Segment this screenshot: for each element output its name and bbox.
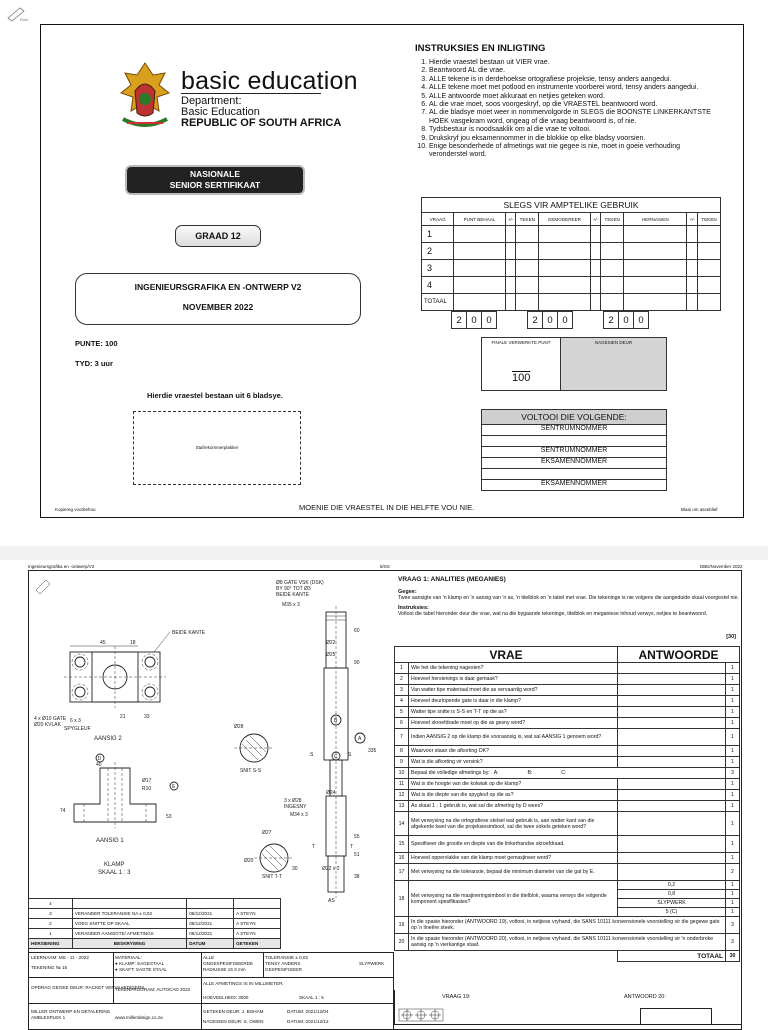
svg-text:SNIT S-S: SNIT S-S <box>240 768 262 774</box>
svg-text:Ø22 x 2: Ø22 x 2 <box>322 866 340 872</box>
svg-text:38: 38 <box>354 874 360 880</box>
svg-text:33: 33 <box>144 714 150 720</box>
svg-text:Ø8 GATE VSK (DSK): Ø8 GATE VSK (DSK) <box>276 580 324 586</box>
svg-text:40: 40 <box>96 762 102 768</box>
svg-text:Ø25: Ø25 <box>326 652 336 658</box>
klamp-scale: SKAAL 1 : 3 <box>98 870 131 876</box>
svg-text:6 x 3: 6 x 3 <box>70 718 81 724</box>
svg-text:BY 90° TOT Ø3: BY 90° TOT Ø3 <box>276 586 311 592</box>
svg-text:Ø17: Ø17 <box>142 778 152 784</box>
question-1: VRAAG 1: ANALITIES (MEGANIES) Gegee: Twee aansigte van 'n klamp en 'n aansig van 'n as, 'n titelblok en 'n tabel met vrae. Die tekeninge is nie volgens die aangeduide skaal voorgestel nie. Instruksies: Voltooi die tabel hieronder deur die vrae, wat na die bygaande tekeninge, titelblok en meganiese inhoud verwys, netjies te beantwoord. [30] <box>398 576 739 640</box>
svg-text:S: S <box>348 752 352 758</box>
svg-text:Ø27: Ø27 <box>262 830 272 836</box>
question-table: VRAE ANTWOORDE 1 Wie het die tekening nagesien? 1 2 Hoeveel hersienings is daar gemaak? 1 3 Van watter tipe materiaal moet die as vervaardig word? 1 4 Hoeveel deurlopende gate is daar in die klamp? 1 5 Watter tipe snitte is S-S en T-T op die as? 1 6 Hoeveel skroefdrade moet op die as gesny word? 1 7 Indien AANSIG 2 op die klamp die vooraansig is, wat sal AANSIG 1 genoem word? 1 8 Waarvoor staan die afkorting OK? 1 9 Wat is die afkorting vir versink? 1 10 Bepaal die volledige afmetings by: A: B: C: 3 11 Wat is die hoogte van die kolwiak op die klamp? 1 12 Wat is die diepte van die spygleuf op die as? 1 13 As skaal 1 : 1 gebruik is, wat sal die afmeting by D wees? 1 14 Met verwysing na die ortografiese stelsel wat gebruik is, aan watter kant van die afgekerde kwel van die projeksiesimbool, sal die twee sirkels geteken word? 1 15 Spesifiseer die grootte en diepte van die linkerhandse skroefdraad. 1 16 Hoeveel oppervlakke van die klamp moet gemasjineer word? 1 17 Met verwysing na die toleransie, bepaal die minimum diameter van die gat by E. 2 18 Met verwysing na die masjineringsimbool in die titelblok, waarna verwys die volgende komponent spesifikasies? 0,2 1 0,8 1 SLYPWERK 1 5 (C) 1 19 In die spasie hieronder (ANTWOORD 19), voltooi, in netjiese vryhand, die SANS 10111 konvensionele voorstelling vir die gegewe gate op 'n lineêre steek. 3 20 In die spasie hieronder (ANTWOORD 20), voltooi, in netjiese vryhand, die SANS 10111 konvensionele voorstelling vir 'n onderbroke aansig op 'n vierkantige staaf. 3 TOTAAL 30 <box>394 646 740 962</box>
svg-text:BEIDE KANTE: BEIDE KANTE <box>172 630 206 636</box>
svg-text:R10: R10 <box>142 786 152 792</box>
svg-text:74: 74 <box>60 808 66 814</box>
svg-text:A: A <box>358 736 362 742</box>
page2-header-left: Ingenieursgrafika en -ontwerp/V2 <box>28 564 95 569</box>
logo-rule <box>181 93 321 94</box>
svg-text:AS: AS <box>328 898 335 904</box>
svg-text:Rule: Rule <box>20 17 29 22</box>
svg-text:45: 45 <box>100 640 106 646</box>
svg-text:S: S <box>310 752 314 758</box>
title-block: LEERNAAM: MS - 11 - 2022 TEKENING № 15 MATERIAAL: ● KLAMP: SAGESTAAL ● SKAFT: SAGTE STAAL ALLE ONGESPESIFISEERDE RADIUSSE 15 3 mm TOLERANSIE ± 0,02 TENSY ANDERS GESPESIFISEER SLYPWERK OPDRAG GEGEE DEUR: RACKET VERVAARDIGERS TEKENPROGRAM: AUTOCAD 2022 ALLE AFMETINGS IS IN MILLIMETER. HOEVEELHEID: 3000 SKAAL 1 : 5 MILLER ONTWERP EN DETALERING AMBLESPLEK 1 www.millerdesign.co.za GETEKEN DEUR: J. BOHAM NAGESIEN DEUR: S. OWEN DATUM: 2021/12/04 DATUM: 2021/12/12 <box>28 952 394 1030</box>
svg-text:4 x Ø10 GATE: 4 x Ø10 GATE <box>34 716 67 722</box>
logo-title: basic education <box>181 67 358 95</box>
question-title: VRAAG 1: ANALITIES (MEGANIES) <box>398 576 506 583</box>
footer-left: Kopiereg voorbehou <box>55 507 96 512</box>
marks-label: PUNTE: 100 <box>75 339 118 348</box>
coat-of-arms-icon <box>113 57 177 137</box>
svg-text:M34 x 3: M34 x 3 <box>290 812 308 818</box>
hole-4 <box>145 687 155 697</box>
svg-text:T: T <box>350 844 354 850</box>
answer20-label: ANTWOORD 20: <box>624 994 666 1000</box>
svg-text:55: 55 <box>354 834 360 840</box>
svg-text:T: T <box>312 844 316 850</box>
svg-text:Ø24: Ø24 <box>326 790 336 796</box>
svg-text:18: 18 <box>130 640 136 646</box>
svg-text:C: C <box>334 754 338 760</box>
hole-1 <box>75 657 85 667</box>
official-use-title: SLEGS VIR AMPTELIKE GEBRUIK <box>421 197 721 212</box>
pencil-icon <box>6 6 32 22</box>
complete-following-box: VOLTOOI DIE VOLGENDE: SENTRUMNOMMER SENTRUMNOMMER EKSAMENNOMMER EKSAMENNOMMER <box>481 409 667 491</box>
official-use-table: SLEGS VIR AMPTELIKE GEBRUIK VRAAG PUNT BEHAAL +/- TEKEN GEMODEREER +/- TEKEN HERNASIEN +/- TEKEN 1 2 3 4 TOTAAL 2 0 0 2 0 0 2 0 0 <box>421 197 721 329</box>
svg-text:51: 51 <box>354 852 360 858</box>
instructions: INSTRUKSIES EN INLIGTING 1. Hierdie vraestel bestaan uit VIER vrae. 2. Beantwoord AL die vrae. 3. ALLE tekene is in derdehoekse ortografiese projeksie, tensy anders aangedui. 4. ALLE tekene moet met potlood en instrumente voorberei word, tensy anders aangedui. 5. ALLE antwoorde moet akkuraat en netjies geteken word. 6. AL die vrae moet, soos voorgeskryf, op die VRAESTEL beantwoord word. 7. AL die bladsye moet weer in nommervolgorde in SLEGS die BOONSTE LINKERKANTSTE HOEK vasgekram word, ongeag of die vraag beantwoord is, of nie. 8. Tydsbestuur is noodsaaklik om al die vrae te voltooi. 9. Drukskryf jou eksamennommer in die blokkie op elke bladsy voorsien. 10. Enige besonderhede of afmetings wat nie gegee is nie, moet in goeie verhouding veronderstel word. <box>415 43 715 160</box>
svg-text:INGESNY: INGESNY <box>284 804 307 810</box>
svg-text:Ø20 KVLAK: Ø20 KVLAK <box>34 722 61 728</box>
sticker-box: Stafrekommerplakker <box>133 411 301 485</box>
hole-3 <box>75 687 85 697</box>
final-mark-value: 100 <box>512 372 531 384</box>
time-label: TYD: 3 uur <box>75 359 113 368</box>
svg-text:D: D <box>97 756 102 762</box>
svg-text:30: 30 <box>292 866 298 872</box>
cover-page <box>40 24 744 518</box>
svg-text:3 x Ø28: 3 x Ø28 <box>284 798 302 804</box>
klamp-label: KLAMP <box>104 862 125 868</box>
official-digits: 2 0 0 2 0 0 2 0 0 <box>451 311 649 329</box>
page2-header-right: DBE/November 2022 <box>700 564 743 569</box>
instructions-title: INSTRUKSIES EN INLIGTING <box>415 43 546 54</box>
svg-text:B: B <box>334 718 338 724</box>
pencil-icon <box>36 580 50 594</box>
footer-right: Blaai om asseblief <box>681 507 718 512</box>
page2-header-center: 8/SS <box>380 564 390 569</box>
svg-text:Ø20: Ø20 <box>244 858 254 864</box>
aansig1-label: AANSIG 1 <box>96 838 124 844</box>
svg-text:SPYGLEUF: SPYGLEUF <box>64 726 91 732</box>
department-label: Department: <box>181 95 242 107</box>
svg-text:60: 60 <box>354 628 360 634</box>
question19-label: VRAAG 19: <box>442 994 471 1000</box>
revisions-table: 4 3 VERANDER TOLERANSIE NA ± 0,02 08/12/2021 A STEYN 2 VOEG SNITTE OP SKAAL 08/12/2021 A STEYN 1 VERANDER AANSIGTE/ AFMETINGS 08/12/2021 A STEYN HERSIENING BESKRYWING DATUM GETEKEN <box>28 898 394 949</box>
complete-title: VOLTOOI DIE VOLGENDE: <box>482 410 666 425</box>
exam-date: NOVEMBER 2022 <box>182 302 254 312</box>
certificate-badge: NASIONALE SENIOR SERTIFIKAAT <box>127 167 303 193</box>
question19-holes <box>398 1008 444 1022</box>
page-divider <box>0 546 768 560</box>
svg-text:SNIT T-T: SNIT T-T <box>262 874 283 880</box>
department-name: Basic Education <box>181 106 260 118</box>
svg-text:Ø28: Ø28 <box>234 724 244 730</box>
svg-text:53: 53 <box>166 814 172 820</box>
answer20-box <box>640 1008 712 1025</box>
footer-center: MOENIE DIE VRAESTEL IN DIE HELFTE VOU NIE. <box>299 503 475 512</box>
republic-name: REPUBLIC OF SOUTH AFRICA <box>181 117 342 129</box>
svg-text:M35 x 3: M35 x 3 <box>282 602 300 608</box>
svg-text:90: 90 <box>354 660 360 666</box>
svg-text:E: E <box>172 784 176 790</box>
hole-2 <box>145 657 155 667</box>
aansig2-label: AANSIG 2 <box>94 736 122 742</box>
svg-text:21: 21 <box>120 714 126 720</box>
svg-text:335: 335 <box>368 748 377 754</box>
engineering-drawing <box>30 572 390 904</box>
grade-badge: GRAAD 12 <box>175 225 261 247</box>
svg-text:Ø22: Ø22 <box>326 640 336 646</box>
final-mark-box: FINALE VERWERKTE PUNT 100 NAGESIEN DEUR <box>481 337 667 391</box>
subject-title: INGENIEURSGRAFIKA EN -ONTWERP V2 <box>134 282 302 292</box>
pages-note: Hierdie vraestel bestaan uit 6 bladsye. <box>147 391 283 400</box>
subject-box <box>75 273 361 325</box>
svg-text:BEIDE KANTE: BEIDE KANTE <box>276 592 310 598</box>
